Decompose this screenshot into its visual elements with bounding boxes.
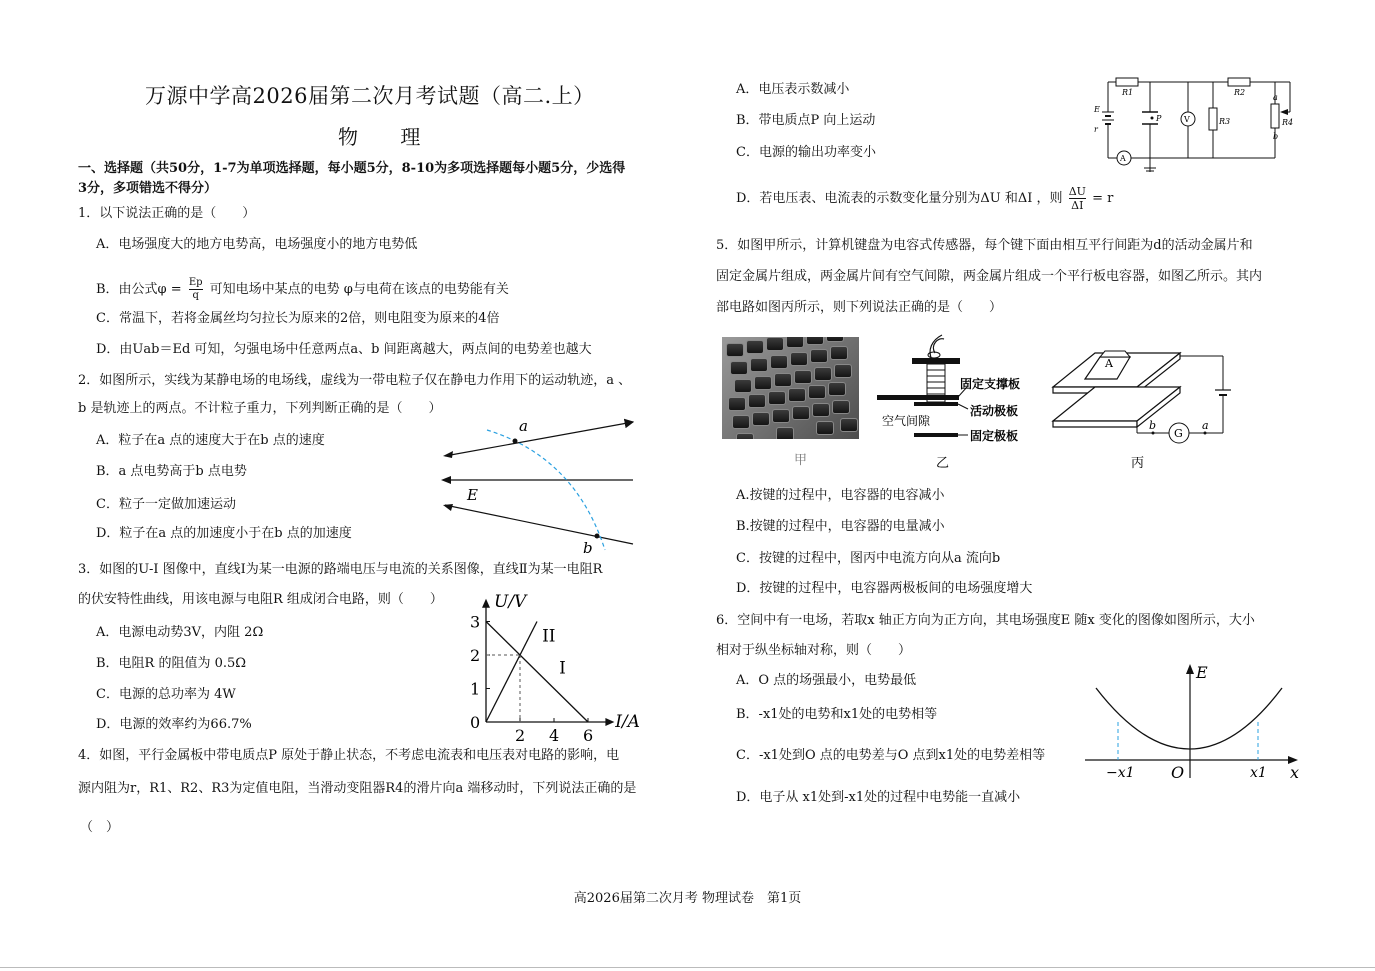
q2-option-a: A．粒子在a 点的速度大于在b 点的速度 bbox=[96, 433, 325, 448]
label-r: r bbox=[1094, 125, 1098, 134]
x-tick-label: 2 bbox=[515, 726, 526, 745]
q4-stem-line2: 源内阻为r，R1、R2、R3为定值电阻，当滑动变阻器R4的滑片向a 端移动时，下列说法正确的是 bbox=[78, 781, 637, 796]
q4-fraction-denominator: ΔI bbox=[1071, 199, 1084, 212]
q3-option-a: A．电源电动势3V，内阻 2Ω bbox=[96, 625, 264, 640]
label-e: E bbox=[1094, 105, 1100, 114]
label-moving-plate: 活动极板 bbox=[970, 404, 1019, 418]
label-jia: 甲 bbox=[794, 453, 808, 468]
origin-label: O bbox=[1171, 763, 1185, 782]
voltmeter-label: V bbox=[1184, 115, 1190, 124]
series-line-II bbox=[486, 622, 537, 723]
e-curve bbox=[1096, 688, 1282, 749]
label-b: b bbox=[1273, 132, 1279, 141]
q4-option-a: A．电压表示数减小 bbox=[736, 82, 850, 97]
label-air-gap: 空气间隙 bbox=[882, 414, 931, 428]
label-yi: 乙 bbox=[936, 456, 950, 471]
y-axis-arrow bbox=[482, 599, 490, 608]
label-r4: R4 bbox=[1282, 118, 1294, 127]
label-a: a bbox=[519, 417, 528, 435]
q5-stem-line1: 5．如图甲所示，计算机键盘为电容式传感器，每个键下面由相互平行间距为d的活动金属片和 bbox=[716, 238, 1253, 253]
series-label-II: II bbox=[542, 626, 556, 647]
q1-formula-denominator: q bbox=[192, 290, 199, 301]
q6-option-a: A．O 点的场强最小，电势最低 bbox=[736, 673, 917, 688]
q5-option-c: C．按键的过程中，图丙中电流方向从a 流向b bbox=[736, 551, 1001, 566]
q1-option-d: D．由Uab＝Ed 可知，匀强电场中任意两点a、b 间距离越大，两点间的电势差也越大 bbox=[96, 342, 592, 357]
label-a: a bbox=[1202, 419, 1209, 432]
series-label-I: I bbox=[559, 658, 566, 679]
q4-option-c: C．电源的输出功率变小 bbox=[736, 145, 876, 160]
q4-stem-line3: （ ） bbox=[80, 820, 120, 835]
q4-option-d bbox=[736, 185, 1113, 212]
circuit-bing-diagram bbox=[1045, 345, 1235, 475]
q6-e-x-graph bbox=[1080, 660, 1305, 785]
point-a bbox=[513, 439, 518, 444]
page-footer: 高2026届第二次月考 物理试卷 第1页 bbox=[573, 891, 802, 906]
x-axis-arrow bbox=[605, 718, 614, 726]
page-bottom-rule bbox=[0, 967, 1375, 968]
q1-option-b-pre: B．由公式φ = bbox=[96, 282, 182, 297]
q2-stem-line2: b 是轨迹上的两点。不计粒子重力，下列判断正确的是（ ） bbox=[78, 401, 442, 416]
field-line-1 bbox=[445, 422, 633, 456]
x-tick-label: 6 bbox=[583, 726, 594, 745]
q4-stem-line1: 4．如图，平行金属板中带电质点P 原处于静止状态，不考虑电流表和电压表对电路的影响，电 bbox=[78, 748, 620, 763]
label-e: E bbox=[467, 486, 478, 504]
resistor-r3 bbox=[1209, 108, 1217, 130]
y-axis-label: U/V bbox=[494, 591, 527, 612]
field-line-3 bbox=[445, 505, 633, 544]
series-line-I bbox=[486, 622, 588, 723]
q2-option-c: C．粒子一定做加速运动 bbox=[96, 497, 236, 512]
subject-title: 物 理 bbox=[338, 125, 439, 149]
section-heading-line2: 3分，多项错选不得分） bbox=[78, 181, 218, 196]
resistor-r2 bbox=[1228, 78, 1250, 86]
q3-option-b: B．电阻R 的阻值为 0.5Ω bbox=[96, 656, 247, 671]
rheostat-r4 bbox=[1271, 104, 1279, 128]
q2-option-b: B．a 点电势高于b 点电势 bbox=[96, 464, 247, 479]
q1-option-b bbox=[96, 277, 509, 302]
q4-fraction-numerator: ΔU bbox=[1068, 185, 1086, 198]
q4-option-d-pre: D．若电压表、电流表的示数变化量分别为ΔU 和ΔI ，则 bbox=[736, 191, 1063, 206]
q5-option-a: A.按键的过程中，电容器的电容减小 bbox=[736, 488, 945, 503]
q2-stem-line1: 2．如图所示，实线为某静电场的电场线，虚线为一带电粒子仅在静电力作用下的运动轨迹，a 、 bbox=[78, 373, 632, 388]
q3-option-d: D．电源的效率约为66.7% bbox=[96, 717, 252, 732]
capacitor-key-diagram bbox=[872, 325, 1037, 475]
q4-option-b: B．带电质点P 向上运动 bbox=[736, 113, 876, 128]
q5-option-b: B.按键的过程中，电容器的电量减小 bbox=[736, 519, 945, 534]
q1-option-a: A．电场强度大的地方电势高，电场强度小的地方电势低 bbox=[96, 237, 418, 252]
g-label: G bbox=[1174, 427, 1183, 440]
label-r2: R2 bbox=[1234, 88, 1246, 97]
label-a: a bbox=[1273, 93, 1278, 102]
neg-x1-label: −x1 bbox=[1106, 765, 1135, 781]
q1-option-c: C．常温下，若将金属丝均匀拉长为原来的2倍，则电阻变为原来的4倍 bbox=[96, 311, 500, 326]
q6-stem-line2: 相对于纵坐标轴对称，则（ ） bbox=[716, 643, 912, 658]
q6-option-d: D．电子从 x1处到-x1处的过程中电势能一直减小 bbox=[736, 790, 1021, 805]
y-tick-label: 1 bbox=[470, 679, 481, 699]
pos-x1-label: x1 bbox=[1250, 765, 1267, 781]
q6-stem-line1: 6．空间中有一电场，若取x 轴正方向为正方向，其电场强度E 随x 变化的图像如图所示，大小 bbox=[716, 613, 1255, 628]
x-axis-label: x bbox=[1290, 763, 1300, 782]
q4-circuit-diagram bbox=[1090, 72, 1302, 177]
label-p: P bbox=[1156, 114, 1162, 123]
section-heading-line1: 一、选择题（共50分，1-7为单项选择题，每小题5分，8-10为多项选择题每小题5分，少选得 bbox=[78, 161, 626, 176]
q4-option-d-post: = r bbox=[1092, 191, 1114, 206]
label-bing: 丙 bbox=[1131, 456, 1145, 471]
q3-option-c: C．电源的总功率为 4W bbox=[96, 687, 236, 702]
label-b: b bbox=[1149, 419, 1157, 432]
keyboard-photo bbox=[722, 337, 859, 439]
q2-option-d: D．粒子在a 点的加速度小于在b 点的加速度 bbox=[96, 526, 352, 541]
q2-field-diagram bbox=[435, 412, 640, 562]
ammeter-label: A bbox=[1120, 154, 1126, 163]
q5-option-d: D．按键的过程中，电容器两极板间的电场强度增大 bbox=[736, 581, 1033, 596]
q3-stem-line2: 的伏安特性曲线，用该电源与电阻R 组成闭合电路，则（ ） bbox=[78, 592, 443, 607]
exam-title: 万源中学高2026届第二次月考试题（高二.上） bbox=[145, 84, 595, 108]
q6-option-c: C．-x1处到O 点的电势差与O 点到x1处的电势差相等 bbox=[736, 748, 1046, 763]
key-a-label: A bbox=[1105, 357, 1113, 370]
label-b: b bbox=[583, 539, 593, 557]
q1-option-b-post: 可知电场中某点的电势 φ与电荷在该点的电势能有关 bbox=[209, 282, 509, 297]
y-tick-label: 3 bbox=[470, 612, 481, 632]
label-fixed-plate: 固定极板 bbox=[970, 429, 1019, 443]
resistor-r1 bbox=[1116, 78, 1138, 86]
q1-stem: 1．以下说法正确的是（ ） bbox=[78, 206, 256, 221]
y-tick-label: 2 bbox=[470, 646, 481, 665]
x-tick-label: 4 bbox=[549, 726, 560, 745]
label-fixed-support: 固定支撑板 bbox=[960, 377, 1021, 391]
label-r3: R3 bbox=[1219, 117, 1231, 126]
e-axis-label: E bbox=[1196, 663, 1208, 682]
q3-ui-chart bbox=[440, 586, 650, 746]
q3-stem-line1: 3．如图的U-I 图像中，直线Ⅰ为某一电源的路端电压与电流的关系图像，直线Ⅱ为某一电阻R bbox=[78, 562, 603, 577]
q5-stem-line2: 固定金属片组成，两金属片间有空气间隙，两金属片组成一个平行板电容器，如图乙所示。其内 bbox=[716, 269, 1263, 284]
q5-stem-line3: 部电路如图丙所示，则下列说法正确的是（ ） bbox=[716, 300, 1003, 315]
label-r1: R1 bbox=[1122, 88, 1134, 97]
x-axis-label: I/A bbox=[615, 712, 640, 732]
particle-trajectory bbox=[487, 430, 605, 550]
y-tick-label: 0 bbox=[470, 713, 481, 732]
q1-formula-numerator: Ep bbox=[188, 277, 203, 288]
point-b bbox=[595, 534, 600, 539]
q6-option-b: B．-x1处的电势和x1处的电势相等 bbox=[736, 707, 938, 722]
